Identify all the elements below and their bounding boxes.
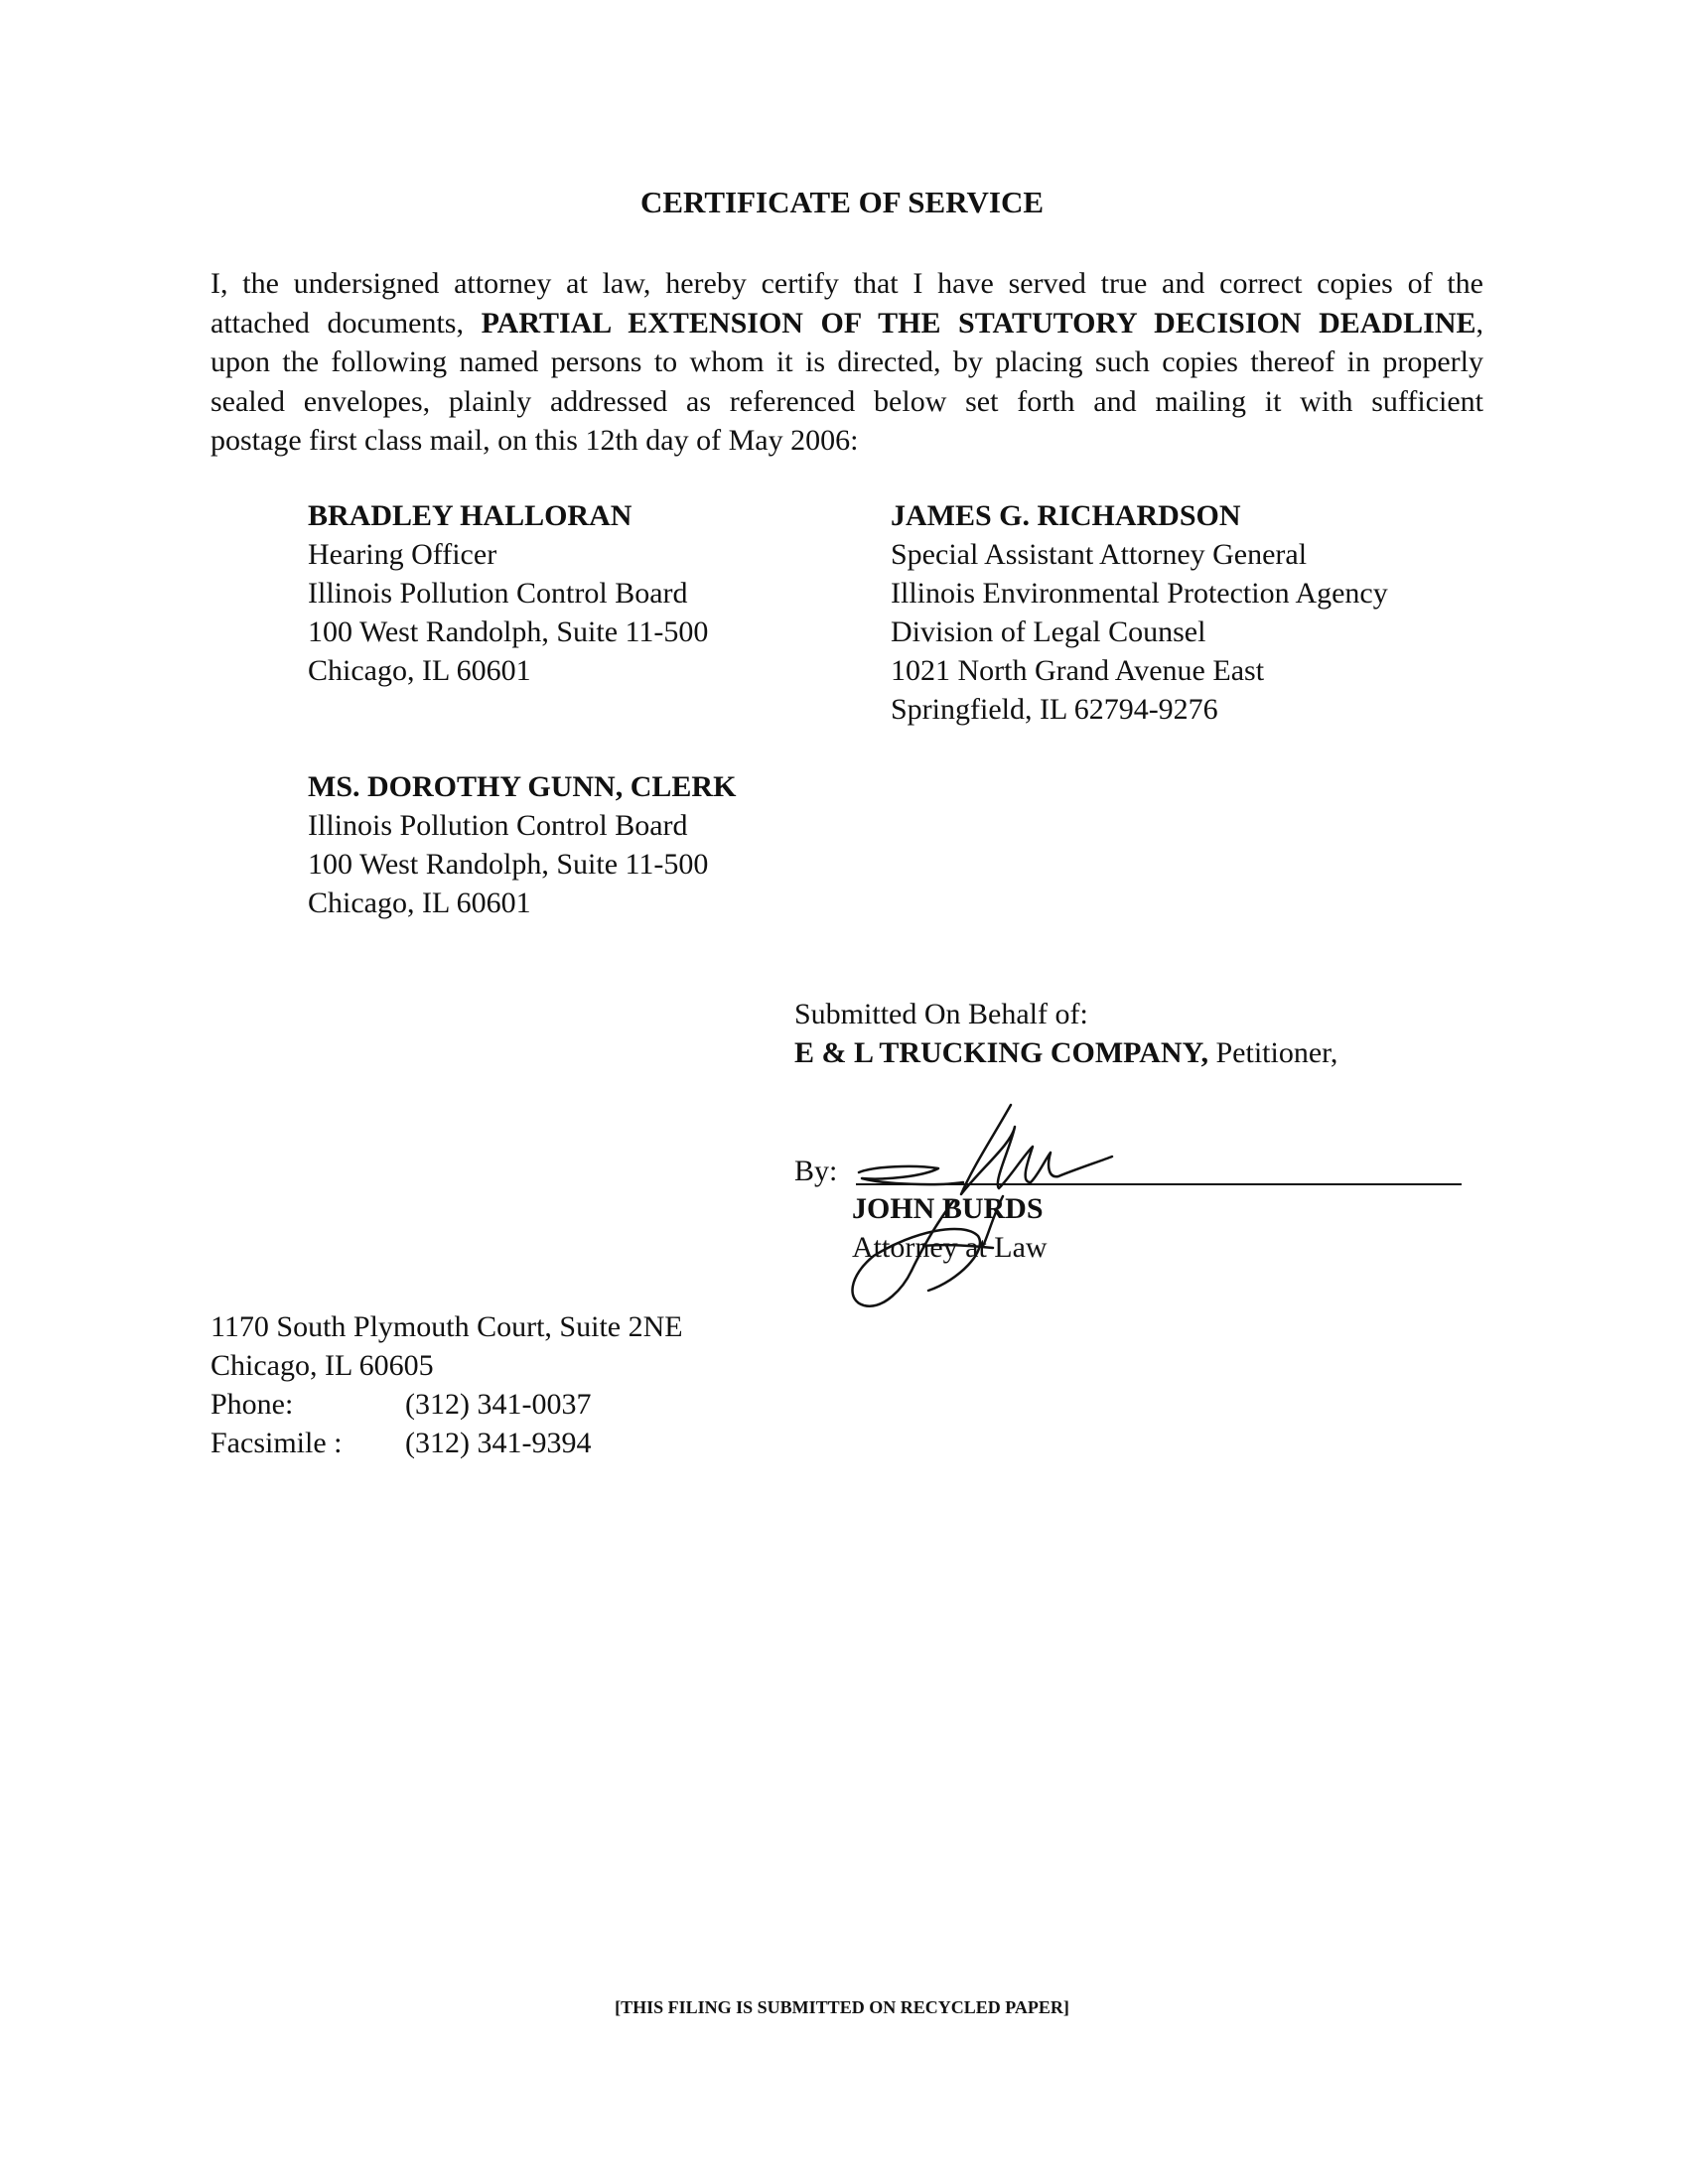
petitioner-line — [794, 1033, 1337, 1072]
recipient-line: Illinois Environmental Protection Agency — [891, 577, 1388, 610]
paragraph-line-4: sealed envelopes, plainly addressed as referenced below set forth and mailing it with sufficient — [210, 384, 1483, 418]
recipient-line: Special Assistant Attorney General — [891, 538, 1308, 571]
phone-row — [210, 1385, 683, 1424]
paragraph-line-2-start: attached documents, — [210, 306, 482, 340]
recipient-name: MS. DOROTHY GUNN, CLERK — [308, 770, 737, 803]
company-name: E & L TRUCKING COMPANY, — [794, 1036, 1208, 1069]
signer-name: JOHN BURDS — [852, 1192, 1044, 1225]
recipient-name: BRADLEY HALLORAN — [308, 499, 632, 532]
recipient-line: 100 West Randolph, Suite 11-500 — [308, 848, 709, 881]
recipient-line: Springfield, IL 62794-9276 — [891, 693, 1218, 726]
phone-number: (312) 341-0037 — [405, 1388, 592, 1421]
recipient-block-gunn — [308, 767, 736, 922]
by-label: By: — [794, 1155, 838, 1187]
recipient-line: Illinois Pollution Control Board — [308, 809, 688, 842]
certification-paragraph — [210, 264, 1483, 461]
submission-block — [794, 995, 1337, 1072]
paragraph-line-1: I, the undersigned attorney at law, hereby certify that I have served true and correct copies of the — [210, 267, 1483, 300]
recycled-paper-footer: [THIS FILING IS SUBMITTED ON RECYCLED PAPER] — [615, 1997, 1069, 2017]
phone-label: Phone: — [210, 1388, 294, 1421]
recipient-line: 1021 North Grand Avenue East — [891, 654, 1265, 687]
fax-number: (312) 341-9394 — [405, 1427, 592, 1459]
signer-title: Attorney at Law — [852, 1231, 1048, 1264]
recipient-line: Chicago, IL 60601 — [308, 654, 531, 687]
recipient-line: Chicago, IL 60601 — [308, 887, 531, 919]
paragraph-line-2-end: , — [1475, 306, 1483, 340]
address-line-2: Chicago, IL 60605 — [210, 1349, 434, 1382]
paragraph-line-2 — [210, 304, 1483, 343]
address-line-1: 1170 South Plymouth Court, Suite 2NE — [210, 1310, 683, 1343]
recipient-line: Illinois Pollution Control Board — [308, 577, 688, 610]
submitted-on-behalf-label: Submitted On Behalf of: — [794, 998, 1088, 1030]
fax-row — [210, 1424, 683, 1462]
recipient-block-halloran — [308, 496, 708, 690]
recipient-name: JAMES G. RICHARDSON — [891, 499, 1241, 532]
handwritten-signature — [844, 1097, 1122, 1325]
paragraph-line-3: upon the following named persons to whom it is directed, by placing such copies thereof in properly — [210, 345, 1483, 378]
petitioner-role: Petitioner, — [1207, 1036, 1338, 1069]
recipient-line: 100 West Randolph, Suite 11-500 — [308, 615, 709, 648]
recipient-line: Division of Legal Counsel — [891, 615, 1206, 648]
recipient-block-richardson — [891, 496, 1388, 729]
paragraph-line-5: postage first class mail, on this 12th day of May 2006: — [210, 424, 859, 457]
contact-block — [210, 1307, 683, 1462]
document-name: PARTIAL EXTENSION OF THE STATUTORY DECISION DEADLINE — [481, 306, 1476, 340]
recipient-line: Hearing Officer — [308, 538, 497, 571]
document-title: CERTIFICATE OF SERVICE — [639, 185, 1045, 219]
fax-label: Facsimile : — [210, 1427, 343, 1459]
